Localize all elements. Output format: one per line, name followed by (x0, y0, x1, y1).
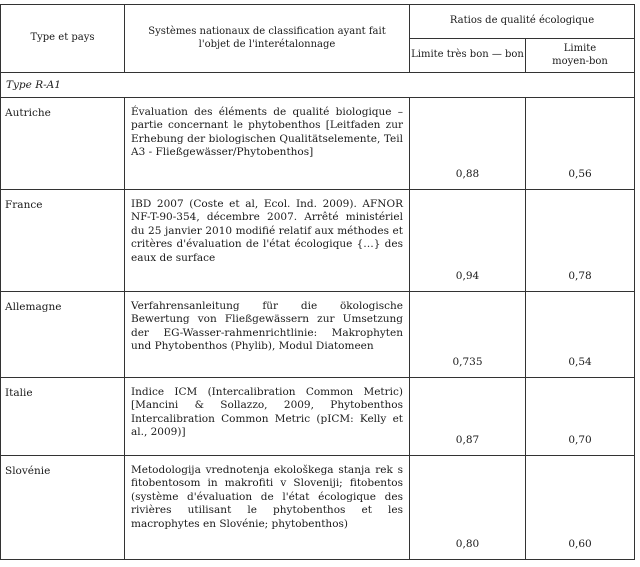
high-good-value: 0,94 (410, 190, 526, 292)
header-limit-high-good: Limite très bon — bon (410, 39, 526, 73)
system-cell: Verfahrensanleitung für die ökologische Bewertung von Fließgewässern zur Umsetzung der EG-Wasser-rahmenrichtlinie: Makrophyten und Phytobenthos (Phylib), Modul Diatomeen (125, 292, 410, 378)
high-good-value: 0,80 (410, 456, 526, 560)
header-quality-ratios: Ratios de qualité écologique (410, 5, 635, 39)
high-good-value: 0,87 (410, 378, 526, 456)
moderate-good-value: 0,54 (526, 292, 635, 378)
header-row (1, 5, 635, 39)
header-type-country: Type et pays (1, 5, 125, 73)
country-cell: France (1, 190, 125, 292)
moderate-good-value: 0,70 (526, 378, 635, 456)
header-limit-moderate-good: Limite moyen-bon (526, 39, 635, 73)
country-cell: Allemagne (1, 292, 125, 378)
table-row (1, 378, 635, 456)
high-good-value: 0,735 (410, 292, 526, 378)
high-good-value: 0,88 (410, 98, 526, 190)
moderate-good-value: 0,60 (526, 456, 635, 560)
section-row (1, 73, 635, 98)
country-cell: Slovénie (1, 456, 125, 560)
table-row (1, 456, 635, 560)
table-row (1, 190, 635, 292)
system-cell: IBD 2007 (Coste et al, Ecol. Ind. 2009). AFNOR NF-T-90-354, décembre 2007. Arrêté ministériel du 25 janvier 2010 modifié relatif aux méthodes et critères d'évaluation de l'état écologique {…} des eaux de surface (125, 190, 410, 292)
section-type-label: Type R-A1 (1, 73, 635, 98)
classification-table (0, 4, 635, 560)
system-cell: Évaluation des éléments de qualité biologique – partie concernant le phytobenthos [Leitfaden zur Erhebung der biologischen Qualitätselemente, Teil A3 - Fließgewässer/Phytobenthos] (125, 98, 410, 190)
table-row (1, 292, 635, 378)
moderate-good-value: 0,56 (526, 98, 635, 190)
system-cell: Metodologija vrednotenja ekološkega stanja rek s fitobentosom in makrofiti v Sloveniji; fitobentos (système d'évaluation de l'état écologique des rivières utilisant le phytobenthos et les macrophytes en Slovénie; phytobenthos) (125, 456, 410, 560)
table-row (1, 98, 635, 190)
header-classification-systems: Systèmes nationaux de classification ayant fait l'objet de l'interétalonnage (125, 5, 410, 73)
country-cell: Italie (1, 378, 125, 456)
country-cell: Autriche (1, 98, 125, 190)
moderate-good-value: 0,78 (526, 190, 635, 292)
system-cell: Indice ICM (Intercalibration Common Metric) [Mancini & Sollazzo, 2009, Phytobenthos Intercalibration Common Metric (pICM: Kelly et al., 2009)] (125, 378, 410, 456)
